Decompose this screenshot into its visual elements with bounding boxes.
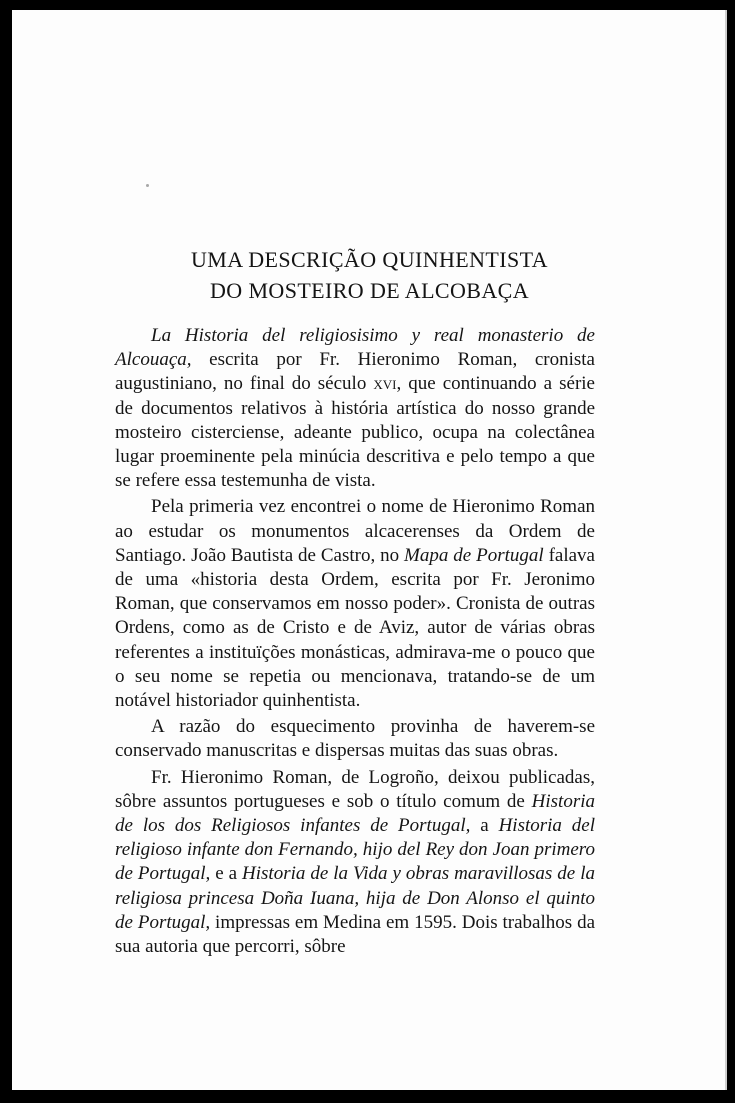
text-segment: Historia de los dos Religiosos infantes de Portugal, bbox=[115, 790, 595, 837]
text-segment: a bbox=[470, 815, 499, 837]
text-segment: La Historia del religiosisimo y real monasterio de Alcouaça, bbox=[115, 325, 595, 371]
paragraph bbox=[115, 766, 595, 960]
text-segment: escrita por Fr. Hieronimo Roman, cronista augustiniano, no final do século bbox=[115, 349, 595, 395]
text-segment: falava de uma «historia desta Ordem, escrita por Fr. Jeronimo Roman, que conservamos em nosso poder». Cronista de outras Ordens, como as de Cristo e de Aviz, autor de várias obras referentes a instituïções monásticas, admirava-me o pouco que o seu nome se repetia ou mencionava, tratando-se de um notável historiador quinhentista. bbox=[115, 544, 595, 712]
text-segment: , que continuando a série de documentos relativos à história artística do nosso grande mosteiro cisterciense, adeante publico, ocupa na colectânea lugar proeminente pela minúcia descritiva e pelo tempo a que se refere essa testemunha de vista. bbox=[115, 373, 595, 492]
chapter-title bbox=[12, 244, 727, 306]
text-segment: Pela primeria vez encontrei o nome de Hieronimo Roman ao estudar os monumentos alcacerenses da Ordem de Santiago. João Bautista de Castro, no bbox=[115, 496, 595, 566]
text-segment: Fr. Hieronimo Roman, de Logroño, deixou publicadas, sôbre assuntos portugueses e sob o título comum de bbox=[115, 766, 595, 812]
text-segment: A razão do esquecimento provinha de haverem-se conservado manuscritas e dispersas muitas das suas obras. bbox=[115, 716, 595, 762]
body-text bbox=[115, 324, 595, 959]
paragraph bbox=[115, 715, 595, 763]
text-segment: xvi bbox=[373, 373, 397, 395]
text-segment: Historia de la Vida y obras maravillosas de la religiosa princesa Doña Iuana, hija de Don Alonso el quinto de Portugal, bbox=[115, 863, 595, 933]
paragraph bbox=[115, 495, 595, 713]
book-page bbox=[12, 10, 727, 1090]
print-speck bbox=[146, 184, 149, 187]
chapter-title-line-1: UMA DESCRIÇÃO QUINHENTISTA bbox=[191, 247, 548, 272]
paragraph bbox=[115, 324, 595, 493]
chapter-title-line-2: DO MOSTEIRO DE ALCOBAÇA bbox=[209, 278, 530, 303]
text-segment: Mapa de Portugal bbox=[404, 544, 544, 566]
text-segment: Historia del religioso infante don Fernando, hijo del Rey don Joan primero de Portugal, bbox=[115, 815, 596, 885]
text-segment: e a bbox=[210, 863, 243, 885]
text-segment: impressas em Medina em 1595. Dois trabalhos da sua autoria que percorri, sôbre bbox=[115, 911, 595, 958]
